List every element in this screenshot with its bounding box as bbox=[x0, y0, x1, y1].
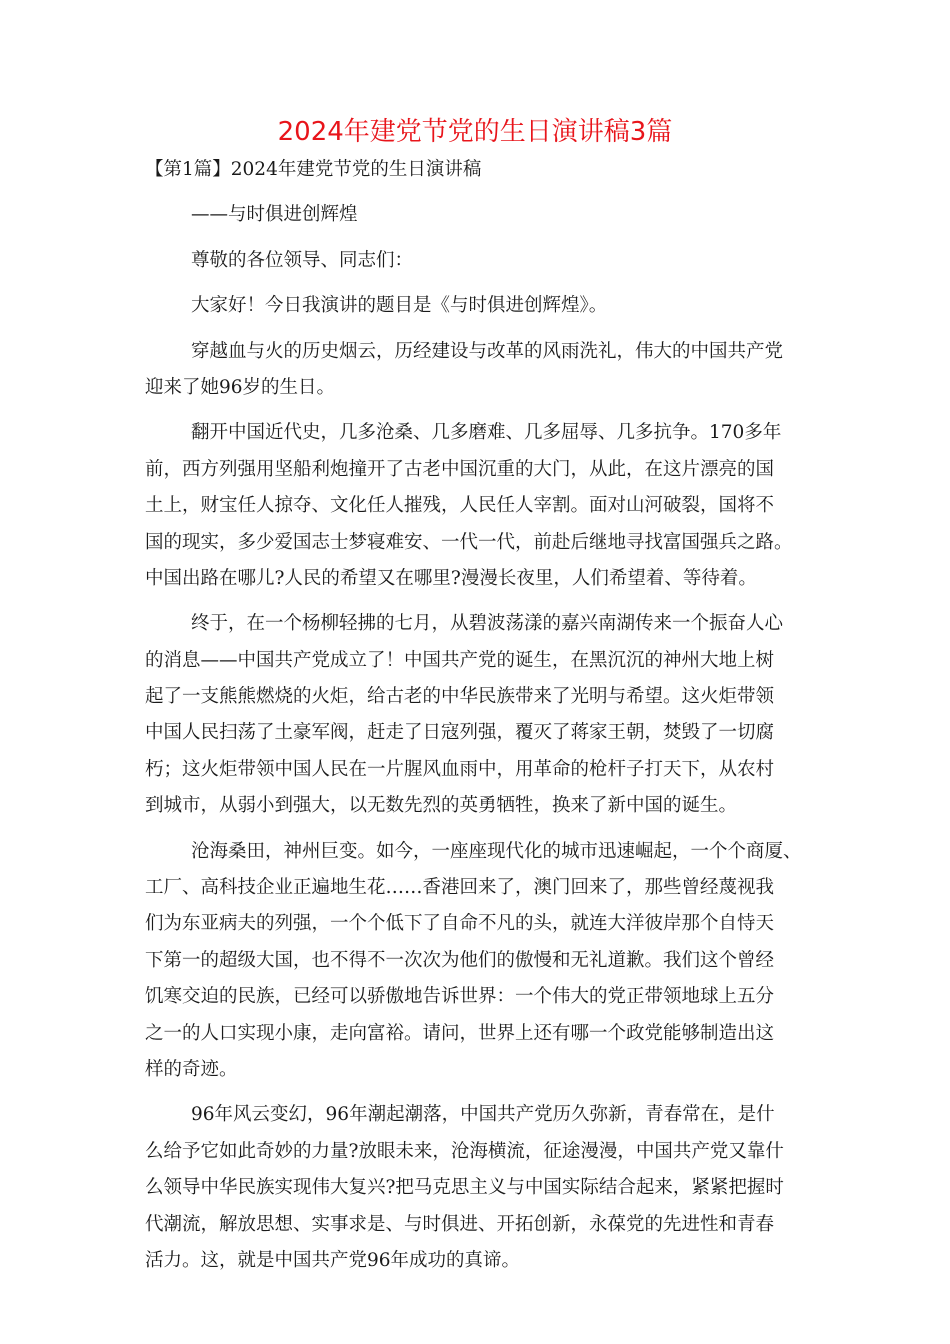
paragraph-line: 迎来了她96岁的生日。 bbox=[145, 376, 336, 398]
paragraph-line: 朽；这火炬带领中国人民在一片腥风血雨中，用革命的枪杆子打天下，从农村 bbox=[145, 758, 775, 780]
salutation: 尊敬的各位领导、同志们： bbox=[191, 249, 414, 271]
paragraph-line: 饥寒交迫的民族，已经可以骄傲地告诉世界：一个伟大的党正带领地球上五分 bbox=[145, 986, 775, 1008]
paragraph-4 bbox=[145, 834, 810, 1089]
paragraph-line: 的消息——中国共产党成立了！中国共产党的诞生，在黑沉沉的神州大地上树 bbox=[145, 649, 775, 671]
paragraph-line: 穿越血与火的历史烟云，历经建设与改革的风雨洗礼，伟大的中国共产党 bbox=[191, 340, 784, 362]
paragraph-line: 下第一的超级大国，也不得不一次次为他们的傲慢和无礼道歉。我们这个曾经 bbox=[145, 949, 775, 971]
paragraph-line: 之一的人口实现小康，走向富裕。请问，世界上还有哪一个政党能够制造出这 bbox=[145, 1022, 775, 1044]
paragraph-line: 中国出路在哪儿?人民的希望又在哪里?漫漫长夜里，人们希望着、等待着。 bbox=[145, 567, 757, 589]
paragraph-line: 样的奇迹。 bbox=[145, 1058, 238, 1080]
section-subtitle: ——与时俱进创辉煌 bbox=[191, 204, 358, 226]
paragraph-5 bbox=[145, 1097, 810, 1279]
opening-line: 大家好！今日我演讲的题目是《与时俱进创辉煌》。 bbox=[191, 295, 608, 317]
paragraph-line: 工厂、高科技企业正遍地生花……香港回来了，澳门回来了，那些曾经蔑视我 bbox=[145, 877, 775, 899]
paragraph-line: 代潮流，解放思想、实事求是、与时俱进、开拓创新，永葆党的先进性和青春 bbox=[145, 1213, 775, 1235]
paragraph-1 bbox=[145, 334, 810, 407]
paragraph-line: 到城市，从弱小到强大，以无数先烈的英勇牺牲，换来了新中国的诞生。 bbox=[145, 795, 738, 817]
paragraph-line: 土上，财宝任人掠夺、文化任人摧残，人民任人宰割。面对山河破裂，国将不 bbox=[145, 495, 775, 517]
paragraph-line: 96年风云变幻，96年潮起潮落，中国共产党历久弥新，青春常在，是什 bbox=[191, 1104, 775, 1126]
paragraph-2 bbox=[145, 415, 810, 597]
document-body bbox=[145, 152, 810, 1279]
section-heading: 【第1篇】2024年建党节党的生日演讲稿 bbox=[145, 159, 482, 180]
paragraph-line: 中国人民扫荡了土豪军阀，赶走了日寇列强，覆灭了蒋家王朝，焚毁了一切腐 bbox=[145, 722, 775, 744]
paragraph-line: 翻开中国近代史，几多沧桑、几多磨难、几多屈辱、几多抗争。170多年 bbox=[191, 422, 782, 444]
paragraph-line: 终于，在一个杨柳轻拂的七月，从碧波荡漾的嘉兴南湖传来一个振奋人心 bbox=[191, 613, 784, 635]
paragraph-line: 沧海桑田，神州巨变。如今，一座座现代化的城市迅速崛起，一个个商厦、 bbox=[191, 840, 802, 862]
paragraph-line: 么领导中华民族实现伟大复兴?把马克思主义与中国实际结合起来，紧紧把握时 bbox=[145, 1177, 784, 1199]
paragraph-line: 前，西方列强用坚船利炮撞开了古老中国沉重的大门，从此，在这片漂亮的国 bbox=[145, 458, 775, 480]
paragraph-line: 们为东亚病夫的列强，一个个低下了自命不凡的头，就连大洋彼岸那个自恃天 bbox=[145, 913, 775, 935]
paragraph-line: 起了一支熊熊燃烧的火炬，给古老的中华民族带来了光明与希望。这火炬带领 bbox=[145, 686, 775, 708]
paragraph-line: 么给予它如此奇妙的力量?放眼未来，沧海横流，征途漫漫，中国共产党又靠什 bbox=[145, 1140, 784, 1162]
paragraph-line: 国的现实，多少爱国志士梦寝难安、一代一代，前赴后继地寻找富国强兵之路。 bbox=[145, 531, 793, 553]
document-title: 2024年建党节党的生日演讲稿3篇 bbox=[277, 117, 673, 147]
paragraph-line: 活力。这，就是中国共产党96年成功的真谛。 bbox=[145, 1249, 521, 1271]
paragraph-3 bbox=[145, 606, 810, 824]
